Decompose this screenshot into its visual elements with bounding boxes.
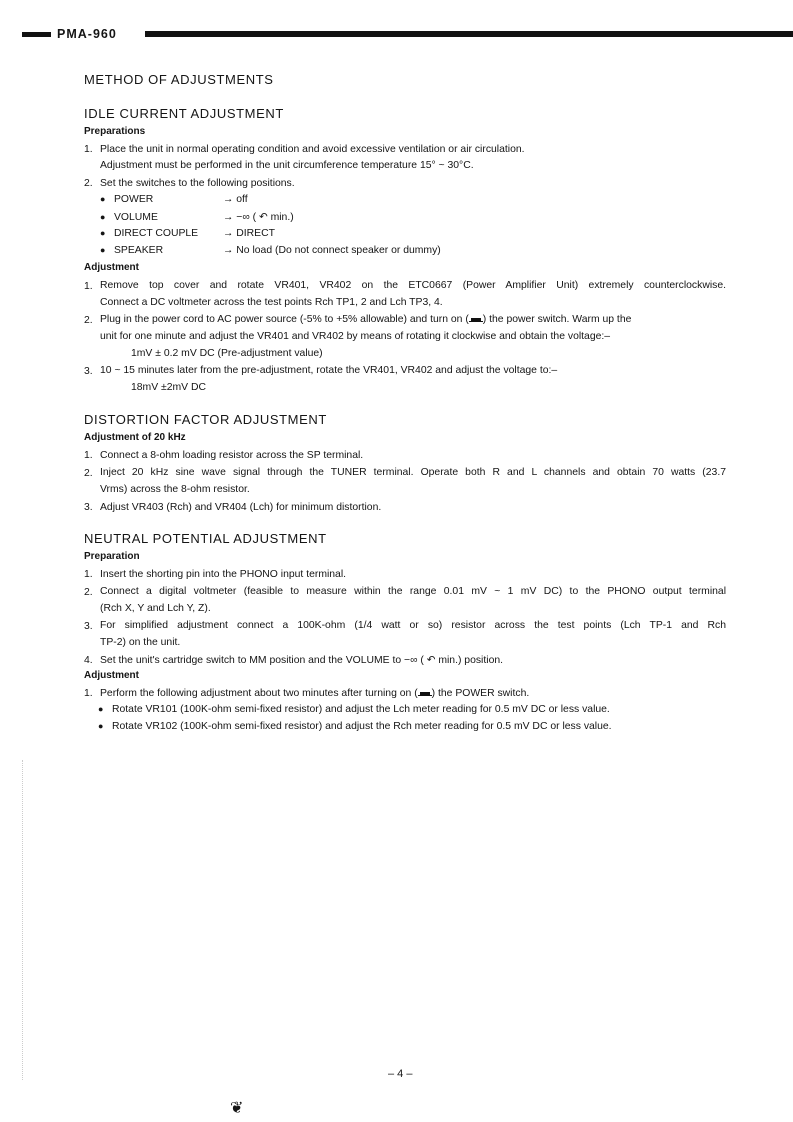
switch-row: ● VOLUME → −∞ ( ↶ min.) — [100, 212, 294, 223]
switch-on-icon — [418, 690, 432, 696]
idle-prep-label: Preparations — [84, 126, 146, 137]
idle-adj-label: Adjustment — [84, 262, 139, 273]
idle-prep-1b: Adjustment must be performed in the unit circumference temperature 15° ~ 30°C. — [100, 160, 474, 171]
distortion-2-num: 2. — [84, 468, 93, 479]
neutral-bullet: ● Rotate VR101 (100K-ohm semi-fixed resistor) and adjust the Lch meter reading for 0.5 mV DC or less value. — [98, 704, 610, 715]
neutral-heading: NEUTRAL POTENTIAL ADJUSTMENT — [84, 531, 327, 546]
distortion-2b: Vrms) across the 8-ohm resistor. — [100, 484, 250, 495]
neutral-2b: (Rch X, Y and Lch Y, Z). — [100, 603, 211, 614]
idle-heading: IDLE CURRENT ADJUSTMENT — [84, 106, 284, 121]
model-number: PMA-960 — [57, 27, 117, 41]
idle-adj-3b: 18mV ±2mV DC — [131, 382, 206, 393]
page-number: – 4 – — [388, 1068, 413, 1080]
neutral-bullet: ● Rotate VR102 (100K-ohm semi-fixed resistor) and adjust the Rch meter reading for 0.5 mV DC or less value. — [98, 721, 612, 732]
margin-line — [22, 760, 24, 1080]
neutral-prep-label: Preparation — [84, 551, 140, 562]
neutral-4: 4. Set the unit's cartridge switch to MM position and the VOLUME to −∞ ( ↶ min.) position. — [84, 655, 504, 666]
switch-row: ● POWER → off — [100, 194, 248, 205]
neutral-3a: For simplified adjustment connect a 100K-ohm (1/4 watt or so) resistor across the test points (Lch TP-1 and Rch — [100, 620, 726, 631]
distortion-sub: Adjustment of 20 kHz — [84, 432, 186, 443]
idle-adj-2b: unit for one minute and adjust the VR401 and VR402 by means of rotating it clockwise and obtain the voltage:– — [100, 331, 611, 342]
switch-on-icon — [469, 316, 483, 322]
neutral-2-num: 2. — [84, 587, 93, 598]
neutral-3b: TP-2) on the unit. — [100, 637, 181, 648]
header-band-right — [145, 31, 793, 37]
idle-adj-2c: 1mV ± 0.2 mV DC (Pre-adjustment value) — [131, 348, 323, 359]
idle-prep-2: 2. Set the switches to the following positions. — [84, 178, 295, 189]
idle-adj-1a: Remove top cover and rotate VR401, VR402 on the ETC0667 (Power Amplifier Unit) extremely counterclockwise. — [100, 280, 726, 291]
switch-row: ● SPEAKER → No load (Do not connect speaker or dummy) — [100, 245, 441, 256]
idle-prep-1: 1. Place the unit in normal operating condition and avoid excessive ventilation or air circulation. — [84, 144, 525, 155]
neutral-1: 1. Insert the shorting pin into the PHONO input terminal. — [84, 569, 347, 580]
page-title: METHOD OF ADJUSTMENTS — [84, 72, 274, 87]
distortion-2a: Inject 20 kHz sine wave signal through the TUNER terminal. Operate both R and L channels and obtain 70 watts (23.7 — [100, 467, 726, 478]
switch-row: ● DIRECT COUPLE → DIRECT — [100, 228, 275, 239]
distortion-3: 3. Adjust VR403 (Rch) and VR404 (Lch) for minimum distortion. — [84, 502, 382, 513]
neutral-adj-1: 1. Perform the following adjustment about two minutes after turning on ( ) the POWER switch. — [84, 688, 530, 699]
distortion-heading: DISTORTION FACTOR ADJUSTMENT — [84, 412, 327, 427]
printer-mark: ❦ — [230, 1100, 244, 1117]
neutral-2a: Connect a digital voltmeter (feasible to measure within the range 0.01 mV ~ 1 mV DC) to the PHONO output terminal — [100, 586, 726, 597]
idle-adj-3-num: 3. — [84, 366, 93, 377]
distortion-1: 1. Connect a 8-ohm loading resistor across the SP terminal. — [84, 450, 364, 461]
idle-adj-2a: Plug in the power cord to AC power source (-5% to +5% allowable) and turn on ( ) the power switch. Warm up the — [100, 314, 632, 325]
idle-adj-1b: Connect a DC voltmeter across the test points Rch TP1, 2 and Lch TP3, 4. — [100, 297, 443, 308]
idle-adj-1-num: 1. — [84, 281, 93, 292]
header-bar — [22, 27, 793, 41]
idle-adj-2-num: 2. — [84, 315, 93, 326]
neutral-adj-label: Adjustment — [84, 670, 139, 681]
idle-adj-3a: 10 ~ 15 minutes later from the pre-adjustment, rotate the VR401, VR402 and adjust the voltage to:– — [100, 365, 558, 376]
neutral-3-num: 3. — [84, 621, 93, 632]
header-band-left — [22, 32, 51, 37]
